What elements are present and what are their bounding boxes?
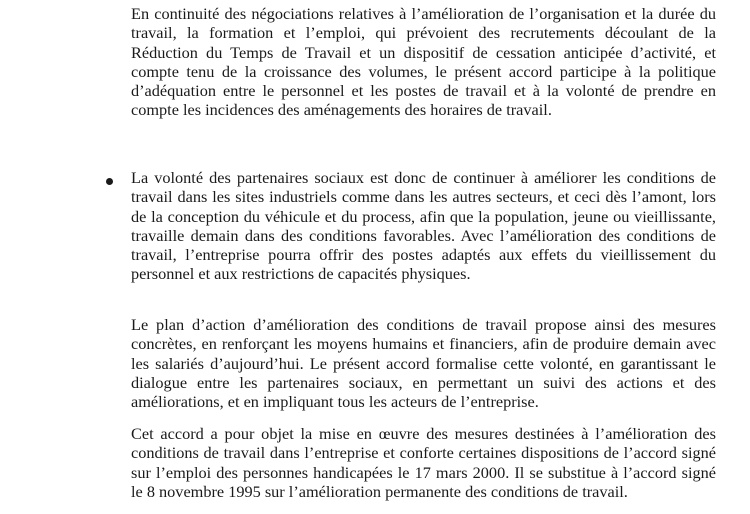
bullet-dot-icon <box>106 178 113 185</box>
paragraph-accord-purpose: Cet accord a pour objet la mise en œuvre des mesures destinées à l’amélioration des conditions de travail dans l’entreprise et conforte certaines dispositions de l’accord signé sur l’emploi des personnes handicapées le 17 mars 2000. Il se substitue à l’accord signé le 8 novembre 1995 sur l’amélioration permanente des conditions de travail. <box>131 424 716 501</box>
paragraph-intro: En continuité des négociations relatives à l’amélioration de l’organisation et la durée du travail, la formation et l’emploi, qui prévoient des recrutements découlant de la Réduction du Temps de Travail et un dispositif de cessation anticipée d’activité, et compte tenu de la croissance des volumes, le présent accord participe à la politique d’adéquation entre le personnel et les postes de travail et à la volonté de prendre en compte les incidences des aménagements des horaires de travail. <box>131 4 716 120</box>
paragraph-action-plan: Le plan d’action d’amélioration des conditions de travail propose ainsi des mesures concrètes, en renforçant les moyens humains et financiers, afin de produire demain avec les salariés d’aujourd’hui. Le présent accord formalise cette volonté, en garantissant le dialogue entre les partenaires sociaux, en permettant un suivi des actions et des améliorations, et en impliquant tous les acteurs de l’entreprise. <box>131 315 716 412</box>
paragraph-bullet: La volonté des partenaires sociaux est donc de continuer à améliorer les conditions de travail dans les sites industriels comme dans les autres secteurs, et ceci dès l’amont, lors de la conception du véhicule et du process, afin que la population, jeune ou vieillissante, travaille demain dans des conditions favorables. Avec l’amélioration des conditions de travail, l’entreprise pourra offrir des postes adaptés aux effets du vieillissement du personnel et aux restrictions de capacités physiques. <box>131 168 716 284</box>
